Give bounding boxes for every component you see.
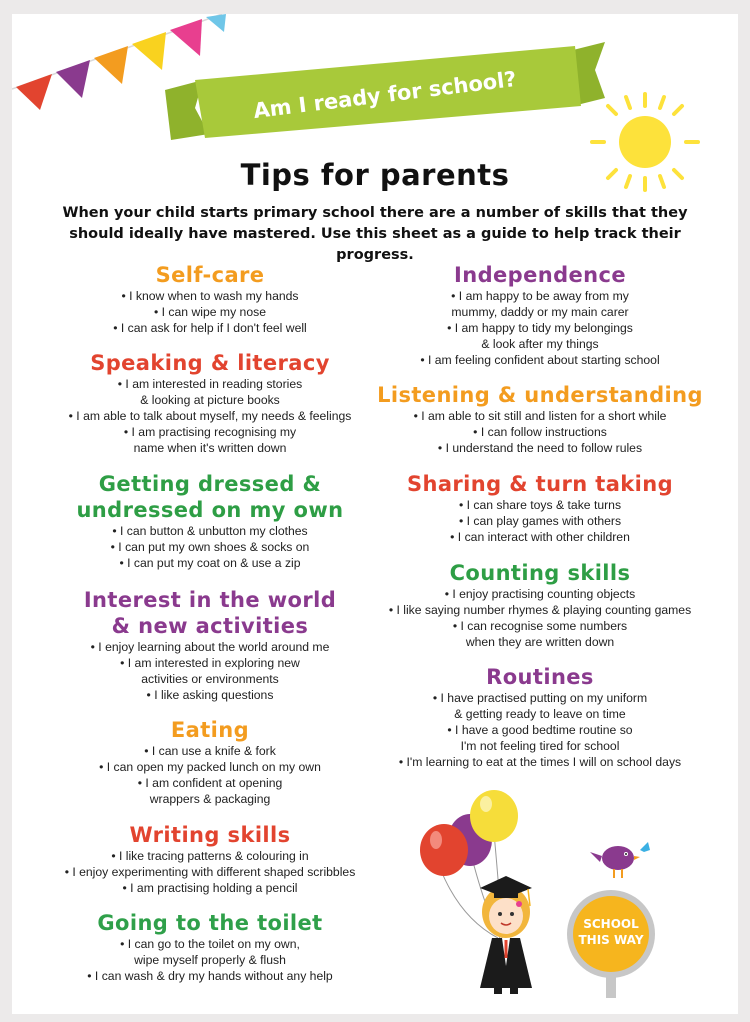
list-item: • I can open my packed lunch on my own <box>99 760 321 774</box>
list-item: • I am able to sit still and listen for a short while <box>413 409 667 423</box>
list-item: • I can use a knife & fork <box>144 744 276 758</box>
page-title: Tips for parents <box>240 158 510 192</box>
sign-line-1: SCHOOL <box>583 917 639 931</box>
section-heading: Counting skills <box>449 561 631 585</box>
list-item: • I am interested in reading stories <box>117 377 303 391</box>
section-heading: Routines <box>486 665 594 689</box>
list-item: • I like asking questions <box>146 688 274 702</box>
list-item: • I like saying number rhymes & playing counting games <box>388 603 692 617</box>
list-item: • I am happy to be away from my <box>451 289 629 303</box>
list-item: • I have practised putting on my uniform <box>432 691 648 705</box>
section-counting-skills <box>375 560 705 650</box>
title-banner <box>165 40 605 150</box>
list-item: • I know when to wash my hands <box>121 289 299 303</box>
list-item: name when it's written down <box>133 441 287 455</box>
list-item: • I am confident at opening <box>137 776 283 790</box>
list-item: • I can ask for help if I don't feel well <box>113 321 307 335</box>
section-sharing-turn-taking <box>375 471 705 545</box>
section-heading: & new activities <box>111 614 309 638</box>
list-item: when they are written down <box>465 635 615 649</box>
list-item: • I enjoy practising counting objects <box>444 587 636 601</box>
section-listening-understanding <box>375 382 705 456</box>
list-item: • I can play games with others <box>458 514 622 528</box>
section-routines <box>375 664 705 770</box>
yellow-balloon <box>470 790 518 842</box>
sign-line-2: THIS WAY <box>578 933 644 947</box>
section-heading: Self-care <box>155 263 265 287</box>
list-item: • I can wash & dry my hands without any help <box>87 969 333 983</box>
list-item: • I am happy to tidy my belongings <box>447 321 633 335</box>
list-item: • I am able to talk about myself, my needs & feelings <box>68 409 352 423</box>
section-heading: Sharing & turn taking <box>406 472 674 496</box>
bird-icon <box>602 846 634 870</box>
bunting-flag-orange <box>94 46 128 84</box>
section-heading: Getting dressed & <box>98 472 322 496</box>
list-item: • I enjoy learning about the world around me <box>90 640 330 654</box>
list-item: • I can follow instructions <box>473 425 607 439</box>
list-item: • I can go to the toilet on my own, <box>120 937 300 951</box>
section-self-care <box>40 262 380 336</box>
list-item: • I am practising holding a pencil <box>122 881 298 895</box>
list-item: • I can share toys & take turns <box>458 498 622 512</box>
list-item: mummy, daddy or my main carer <box>451 305 629 319</box>
section-independence <box>375 262 705 368</box>
section-interest-world <box>40 587 380 703</box>
list-item: • I am feeling confident about starting school <box>420 353 660 367</box>
list-item: • I have a good bedtime routine so <box>447 723 633 737</box>
section-heading: Interest in the world <box>83 588 337 612</box>
red-balloon <box>420 824 468 876</box>
list-item: wipe myself properly & flush <box>134 953 286 967</box>
list-item: • I can put my own shoes & socks on <box>110 540 310 554</box>
section-speaking-literacy <box>40 350 380 456</box>
list-item: • I can put my coat on & use a zip <box>119 556 301 570</box>
section-going-toilet <box>40 910 380 984</box>
bunting-flag-purple <box>56 60 90 98</box>
school-this-way-sign <box>560 838 670 1000</box>
list-item: • I can interact with other children <box>450 530 630 544</box>
section-getting-dressed <box>40 471 380 571</box>
bunting-flag-blue <box>206 14 226 32</box>
section-heading: Eating <box>170 718 250 742</box>
list-item: • I enjoy experimenting with different shaped scribbles <box>64 865 356 879</box>
list-item: • I can button & unbutton my clothes <box>112 524 308 538</box>
list-item: & looking at picture books <box>140 393 280 407</box>
section-heading: Independence <box>454 263 626 287</box>
section-heading: Writing skills <box>129 823 291 847</box>
list-item: • I'm learning to eat at the times I will on school days <box>398 755 682 769</box>
banner-text: Am I ready for school? <box>252 66 518 124</box>
balloons-child-illustration <box>410 788 570 1000</box>
list-item: • I can recognise some numbers <box>452 619 628 633</box>
list-item: & look after my things <box>481 337 599 351</box>
list-item: & getting ready to leave on time <box>454 707 626 721</box>
intro-text: When your child starts primary school there are a number of skills that they should ideally have mastered. Use this sheet as a guide to help track their progress. <box>62 205 688 263</box>
section-heading: Speaking & literacy <box>90 351 330 375</box>
section-writing-skills <box>40 822 380 896</box>
section-heading: undressed on my own <box>76 498 344 522</box>
list-item: activities or environments <box>141 672 279 686</box>
list-item: I'm not feeling tired for school <box>460 739 620 753</box>
bunting-flag-yellow <box>132 32 166 70</box>
list-item: • I like tracing patterns & colouring in <box>111 849 309 863</box>
list-item: wrappers & packaging <box>149 792 271 806</box>
section-eating <box>40 717 380 807</box>
list-item: • I am interested in exploring new <box>120 656 300 670</box>
list-item: • I can wipe my nose <box>154 305 266 319</box>
section-heading: Listening & understanding <box>377 383 703 407</box>
bunting-flag-red <box>16 74 52 110</box>
list-item: • I understand the need to follow rules <box>437 441 643 455</box>
list-item: • I am practising recognising my <box>123 425 297 439</box>
section-heading: Going to the toilet <box>97 911 323 935</box>
